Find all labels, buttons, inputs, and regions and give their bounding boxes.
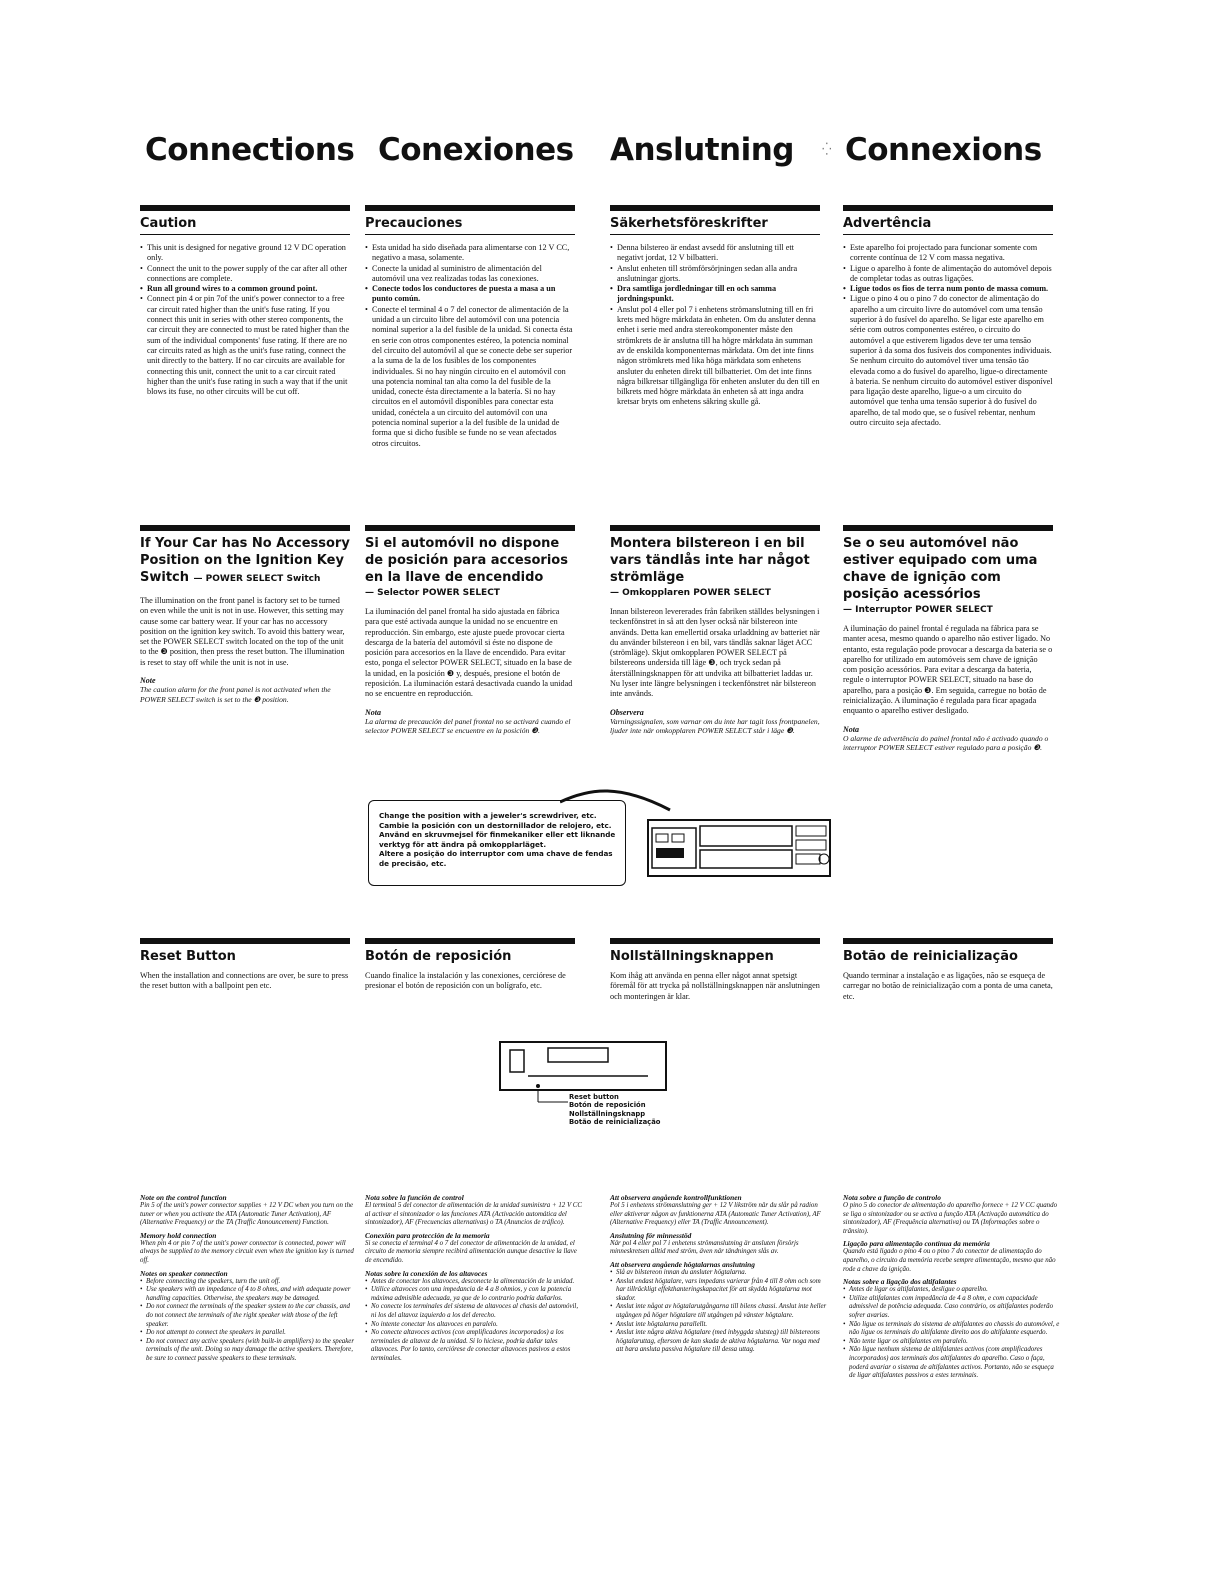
reset-section-es (365, 938, 575, 1000)
footnotes-pt (843, 1190, 1061, 1384)
section-rule (140, 938, 350, 944)
section-body: Innan bilstereon levererades från fabriken ställdes belysningen i teckenfönstret in så att den lyser också när bilstereon inte används. Detta kan emellertid orsaka urladdning av batteriet när du använder bilstereon i en bil, vars tändlås saknar läget ACC (strömläge). Skjut omkopplaren POWER SELECT på bilstereons undersida till läge ❸, och tryck sedan på återställningsknappen för att undvika att bilbatteriet laddas ur. Nu lyser inte längre belysningen i teckenfönstret när bilstereon inte används. (610, 607, 820, 699)
callout-line: Cambie la posición con un destornillador de relojero, etc. (379, 820, 612, 830)
list-item: • Não tente ligar os altifalantes em paralelo. (843, 1338, 1061, 1347)
reset-label: Nollställningsknapp (569, 1109, 646, 1118)
footnote-heading: Ligação para alimentação contínua da memória (843, 1239, 990, 1249)
section-title: Botón de reposición (365, 949, 512, 964)
section-rule (140, 205, 350, 211)
footnote-heading: Conexión para protección de la memoria (365, 1230, 490, 1240)
section-title-suffix: — POWER SELECT Switch (193, 574, 321, 584)
reset-label: Botón de reposición (569, 1101, 646, 1110)
list-item: • Ligue o pino 4 ou o pino 7 do conector de alimentação do aparelho a um circuito livre do automóvel com uma tensão superior à do fusível do aparelho. Se ligar este aparelho em série com outros componentes estéreo, o circuito do automóvel a que estiverem ligados deve ter uma tensão superior à da soma dos fusíveis dos componentes individuais. Se nenhum circuito do automóvel tiver uma tensão tão elevada como a do fusível do aparelho, ligue-o directamente à bateria. Se nenhum circuito do automóvel estiver disponível para ligação deste aparelho, ligue-o a um circuito do automóvel que tenha uma tensão superior à do fusível do aparelho, de tal modo que, se o fusível rebentar, nenhum outro circuito seja afectado. (843, 294, 1053, 428)
reset-section-en (140, 938, 350, 1000)
footnote-heading: Memory hold connection (140, 1230, 217, 1240)
list-item: • Utilize altifalantes com impedância de 4 a 8 ohm, e com capacidade admissível de potência adequada. Caso contrário, os altifalantes poderão sofrer avarias. (843, 1295, 1061, 1321)
list-item: • Ligue todos os fios de terra num ponto de massa comum. (843, 284, 1053, 294)
list-item: • Este aparelho foi projectado para funcionar somente com corrente contínua de 12 V com massa negativa. (843, 243, 1053, 264)
section-subtitle: — Selector POWER SELECT (365, 588, 500, 598)
accessory-section-pt (843, 525, 1053, 753)
page-title-english: Connections (145, 132, 355, 168)
list-item: • Esta unidad ha sido diseñada para alimentarse con 12 V CC, negativo a masa, solamente. (365, 243, 575, 264)
thin-divider (610, 234, 820, 235)
reset-section-sv (610, 938, 820, 1010)
footnote-list (140, 1278, 358, 1364)
section-rule (365, 525, 575, 531)
footnote-text: When pin 4 or pin 7 of the unit's power connector is connected, power will always be supplied to the memory circuit even when the ignition key is turned off. (140, 1239, 354, 1264)
section-rule (610, 205, 820, 211)
list-item: • Connect the unit to the power supply of the car after all other connections are complete. (140, 264, 350, 285)
footnote-heading: Anslutning för minnesstöd (610, 1230, 692, 1240)
list-item: • Antes de ligar os altifalantes, desligue o aparelho. (843, 1286, 1061, 1295)
section-title: Se o seu automóvel não estiver equipado com uma chave de ignição com posição acessórios (843, 536, 1038, 602)
reset-label: Botão de reinicialização (569, 1118, 661, 1127)
list-item: • Não ligue os terminais do sistema de altifalantes ao chassis do automóvel, e não ligue os terminais do altifalante direito aos do altifalante esquerdo. (843, 1321, 1061, 1338)
section-subtitle: — Omkopplaren POWER SELECT (610, 588, 771, 598)
list-item: • Anslut inte något av högtalarutgångarna till bilens chassi. Anslut inte heller utgången på höger högtalare till utgången på vänster högtalare. (610, 1303, 828, 1320)
list-item: • Anslut inte högtalarna parallellt. (610, 1321, 828, 1330)
section-title: Nollställningsknappen (610, 949, 774, 964)
list-item: • Não ligue nenhum sistema de altifalantes activos (com amplificadores incorporados) aos terminais dos altifalantes do aparelho. Caso o faça, poderá avariar o sistema de altifalantes activos. Portanto, não se esqueça de ligar altifalantes passivos a estes terminais. (843, 1346, 1061, 1380)
note-text: O alarme de advertência do painel frontal não é activado quando o interruptor POWER SELECT estiver regulado para a posição ❸. (843, 733, 1049, 753)
footnote-heading: Att observera angående kontrollfunktionen (610, 1193, 742, 1202)
bullet-list (610, 243, 820, 408)
list-item: • This unit is designed for negative ground 12 V DC operation only. (140, 243, 350, 264)
footnote-list (365, 1278, 583, 1364)
section-body: Cuando finalice la instalación y las conexiones, cerciórese de presionar el botón de reposición con un bolígrafo, etc. (365, 971, 566, 991)
section-rule (843, 525, 1053, 531)
list-item: • Use speakers with an impedance of 4 to 8 ohms, and with adequate power handling capacities. Otherwise, the speakers may be damaged. (140, 1286, 358, 1303)
callout-line: Change the position with a jeweler's screwdriver, etc. (379, 811, 597, 820)
footnote-heading: Notes on speaker connection (140, 1268, 228, 1278)
callout-line: Altere a posição do interruptor com uma chave de fendas de precisão, etc. (379, 849, 613, 868)
accessory-section-en (140, 525, 350, 704)
reset-section-pt (843, 938, 1053, 1010)
footnote-heading: Nota sobre la función de control (365, 1193, 464, 1202)
stray-mark: ⁛ (822, 142, 832, 156)
list-item: • Anslut pol 4 eller pol 7 i enhetens strömanslutning till en fri krets med högre märkdata än enheten. Om du ansluter denna enhet i serie med andra stereokomponenter måste den strömkrets de är anslutna till ha högre märkdata än summan av de enskilda komponenternas märkdata. Om det inte finns någon strömkrets med lika höga märkdata som enhetens ansluter du enheten direkt till bilbatteriet. Om det inte finns några bilkretsar tillgängliga för enheten ansluter du den till en bilkrets med högre märkdata än enheten så att inga andra kretsar bryts om enhetens säkring skulle gå. (610, 305, 820, 408)
footnote-heading: Att observera angående högtalarnas anslutning (610, 1259, 755, 1269)
footnote-heading: Note on the control function (140, 1193, 227, 1202)
section-body: When the installation and connections are over, be sure to press the reset button with a ballpoint pen etc. (140, 971, 349, 991)
list-item: • Conecte todos los conductores de puesta a masa a un punto común. (365, 284, 575, 305)
list-item: • Anslut inte några aktiva högtalare (med inbyggda slutsteg) till bilstereons högtalaruttag, eftersom de kan skada de aktiva högtalarna. Var noga med att bara ansluta passiva högtalare till dessa uttag. (610, 1329, 828, 1355)
thin-divider (140, 234, 350, 235)
section-body: The illumination on the front panel is factory set to be turned on even while the unit is not in use. However, this setting may cause some car battery wear. If your car has no accessory position on the ignition key switch. To avoid this battery wear, set the POWER SELECT switch located on the top of the unit to the ❸ position, then press the reset button. The illumination is reset to stay off while the unit is not in use. (140, 596, 345, 667)
list-item: • Before connecting the speakers, turn the unit off. (140, 1278, 358, 1287)
section-title: Caution (140, 216, 197, 231)
list-item: • Run all ground wires to a common ground point. (140, 284, 350, 294)
section-title-text: If Your Car has No Accessory Position on the Ignition Key Switch (140, 536, 350, 585)
page-title-portuguese: Connexions (845, 132, 1042, 168)
caution-section-es (365, 205, 575, 449)
callout-box (368, 800, 626, 886)
list-item: • Antes de conectar los altavoces, desconecte la alimentación de la unidad. (365, 1278, 583, 1287)
note-label: Nota (365, 707, 381, 717)
caution-section-sv (610, 205, 820, 408)
footnote-list (843, 1286, 1061, 1381)
footnote-text: Pol 5 i enhetens strömanslutning ger + 12 V likström när du slår på radion eller aktiverar någon av funktionerna ATA (Automatic Tuner Activation), AF (Alternative Frequency) eller TA (Traffic Announcement). (610, 1202, 821, 1227)
section-title: Botão de reinicialização (843, 949, 1018, 964)
section-rule (610, 525, 820, 531)
section-rule (140, 525, 350, 531)
note-text: The caution alarm for the front panel is not activated when the POWER SELECT switch is set to the ❸ position. (140, 685, 331, 704)
note-label: Observera (610, 707, 644, 717)
section-title: Advertência (843, 216, 932, 231)
page-title-spanish: Conexiones (378, 132, 574, 168)
footnotes-sv (610, 1190, 828, 1358)
bullet-list (365, 243, 575, 449)
list-item: • Anslut endast högtalare, vars impedans varierar från 4 till 8 ohm och som har tillräckligt effekthanteringskapacitet för att skydda högtalarna mot skador. (610, 1278, 828, 1304)
footnote-text: El terminal 5 del conector de alimentación de la unidad suministra + 12 V CC al activar el sintonizador o las funciones ATA (Activación automática del sintonizador), AF (Frecuencias alternativas) o TA (Anuncios de tráfico). (365, 1202, 582, 1227)
list-item: • Conecte el terminal 4 o 7 del conector de alimentación de la unidad a un circuito libre del automóvil con una potencia nominal superior a la del fusible de la unidad. Si conecta ésta en serie con otros componentes estéreo, la potencia nominal del circuito del automóvil al que se conecte debe ser superior a la suma de la de los fusibles de los componentes individuales. Si no hay ningún circuito en el automóvil con una potencia nominal tan alta como la del fusible de la unidad, conecte ésta directamente a la batería. Si no hay circuitos en el automóvil disponibles para conectar esta unidad, conéctela a un circuito del automóvil con una potencia nominal superior a la del fusible de la unidad de forma que si dicho fusible se funde no se vean afectados otros circuitos. (365, 305, 575, 449)
footnotes-es (365, 1190, 583, 1367)
footnote-list (610, 1269, 828, 1355)
section-rule (843, 938, 1053, 944)
list-item: • Do not connect the terminals of the speaker system to the car chassis, and do not connect the terminals of the right speaker with those of the left speaker. (140, 1303, 358, 1329)
footnote-text: Pin 5 of the unit's power connector supplies + 12 V DC when you turn on the tuner or when you activate the ATA (Automatic Tuner Activation), AF (Alternative Frequency) or the TA (Traffic Announcement) Function. (140, 1202, 354, 1227)
list-item: • Utilice altavoces con una impedancia de 4 a 8 ohmios, y con la potencia máxima admisible adecuada, ya que de lo contrario podría dañarlos. (365, 1286, 583, 1303)
section-title: Precauciones (365, 216, 463, 231)
section-rule (843, 205, 1053, 211)
reset-label: Reset button (569, 1093, 619, 1101)
note-label: Nota (843, 724, 859, 734)
list-item: • Do not attempt to connect the speakers in parallel. (140, 1329, 358, 1338)
section-rule (365, 205, 575, 211)
note-text: Varningssignalen, som varnar om du inte har tagit loss frontpanelen, ljuder inte när omkopplaren POWER SELECT står i läge ❸. (610, 716, 820, 736)
reset-label-group (569, 1093, 660, 1127)
caution-section-pt (843, 205, 1053, 428)
thin-divider (365, 234, 575, 235)
section-title: Reset Button (140, 949, 236, 964)
section-rule (365, 938, 575, 944)
list-item: • Conecte la unidad al suministro de alimentación del automóvil una vez realizadas todas las conexiones. (365, 264, 575, 285)
list-item: • Dra samtliga jordledningar till en och samma jordningspunkt. (610, 284, 820, 305)
list-item: • Anslut enheten till strömförsörjningen sedan alla andra anslutningar gjorts. (610, 264, 820, 285)
bullet-list (843, 243, 1053, 428)
list-item: • Slå av bilstereon innan du ansluter högtalarna. (610, 1269, 828, 1278)
section-title: Montera bilstereon i en bil vars tändlås inte har något strömläge (610, 536, 810, 585)
footnote-heading: Notas sobre a ligação dos altifalantes (843, 1277, 957, 1287)
footnote-heading: Notas sobre la conexión de los altavoces (365, 1268, 488, 1278)
list-item: • No intente conectar los altavoces en paralelo. (365, 1321, 583, 1330)
list-item: • Ligue o aparelho à fonte de alimentação do automóvel depois de completar todas as outras ligações. (843, 264, 1053, 285)
bullet-list (140, 243, 350, 397)
footnotes-en (140, 1190, 358, 1367)
callout-line: Använd en skruvmejsel för finmekaniker eller ett liknande verktyg för att ändra på omkopplarläget. (379, 830, 616, 849)
section-title: Si el automóvil no dispone de posición para accesorios en la llave de encendido (365, 536, 568, 585)
section-body: La iluminación del panel frontal ha sido ajustada en fábrica para que esté activada aunque la unidad no se encuentre en reproducción. Sin embargo, este ajuste puede provocar cierta descarga de la batería del automóvil si éste no dispone de posición para accesorios en la llave de encendido. Para evitar esto, ponga el selector POWER SELECT, situado en la base de la unidad, en la posición ❸ y, después, presione el botón de reposición. La iluminación estará desactivada cuando la unidad no se encuentre en reproducción. (365, 607, 573, 699)
caution-section-en (140, 205, 350, 397)
accessory-section-sv (610, 525, 820, 736)
accessory-section-es (365, 525, 575, 736)
section-body: Quando terminar a instalação e as ligações, não se esqueça de carregar no botão de reinicialização com a ponta de uma caneta, etc. (843, 971, 1053, 1001)
thin-divider (843, 234, 1053, 235)
note-text: La alarma de precaución del panel frontal no se activará cuando el selector POWER SELECT se encuentre en la posición ❸. (365, 716, 571, 736)
section-title: Säkerhetsföreskrifter (610, 216, 768, 231)
list-item: • No conecte los terminales del sistema de altavoces al chasis del automóvil, ni los del altavoz izquierdo a los del derecho. (365, 1303, 583, 1320)
footnote-text: Si se conecta el terminal 4 o 7 del conector de alimentación de la unidad, el circuito de memoria siempre recibirá alimentación aunque desactive la llave de encendido. (365, 1239, 577, 1264)
list-item: • No conecte altavoces activos (con amplificadores incorporados) a los terminales de altavoz de la unidad. Si lo hiciese, podría dañar tales altavoces. Por lo tanto, cerciórese de conectar altavoces pasivos a estos terminales. (365, 1329, 583, 1363)
footnote-text: När pol 4 eller pol 7 i enhetens strömanslutning är ansluten försörjs minneskretsen alltid med ström, även när tändningen slås av. (610, 1239, 799, 1256)
note-label: Note (140, 676, 156, 686)
section-title (140, 535, 350, 588)
footnote-text: O pino 5 do conector de alimentação do aparelho fornece + 12 V CC quando se liga o sintonizador ou se activa a função ATA (Activação automática do sintonizador), AF (Frequência alternativa) ou TA (Informações sobre o trânsito). (843, 1202, 1058, 1235)
footnote-text: Quando está ligado o pino 4 ou o pino 7 do conector de alimentação do aparelho, o circuito da memória recebe sempre alimentação, mesmo que não rode a chave da ignição. (843, 1248, 1056, 1273)
section-body: Kom ihåg att använda en penna eller något annat spetsigt föremål för att trycka på nollställningsknappen när anslutningen och monteringen är klar. (610, 971, 820, 1001)
list-item: • Denna bilstereo är endast avsedd för anslutning till ett negativt jordat, 12 V bilbatteri. (610, 243, 820, 264)
list-item: • Do not connect any active speakers (with built-in amplifiers) to the speaker terminals of the unit. Doing so may damage the active speakers. Therefore, be sure to connect passive speakers to these terminals. (140, 1338, 358, 1364)
list-item: • Connect pin 4 or pin 7of the unit's power connector to a free car circuit rated higher than the unit's fuse rating. If you connect this unit in series with other stereo components, the car circuit they are connected to must be rated higher than the sum of the individual components' fuse rating. If there are no car circuits rated as high as the unit's fuse rating, connect the unit directly to the battery. If no car circuits are available for connecting this unit, connect the unit to a car circuit rated higher than the unit's fuse rating in such a way that if the unit blows its fuse, no other circuits will be cut off. (140, 294, 350, 397)
section-rule (610, 938, 820, 944)
car-stereo-illustration (646, 818, 834, 880)
section-body: A iluminação do painel frontal é regulada na fábrica para se manter acesa, mesmo quando o aparelho não estiver ligado. No entanto, esta regulação pode provocar a descarga da bateria se o aparelho for utilizado em automóveis sem chave de ignição com posição acessórios. Para evitar a descarga da bateria, regule o interruptor POWER SELECT, situado na base do aparelho, para a posição ❸. Em seguida, carregue no botão de reinicialização. A iluminação é regulada para ficar apagada enquanto o aparelho estiver desligado. (843, 624, 1053, 716)
footnote-heading: Nota sobre a função de controlo (843, 1193, 941, 1202)
section-subtitle: — Interruptor POWER SELECT (843, 605, 993, 615)
page-title-swedish: Anslutning (610, 132, 794, 168)
